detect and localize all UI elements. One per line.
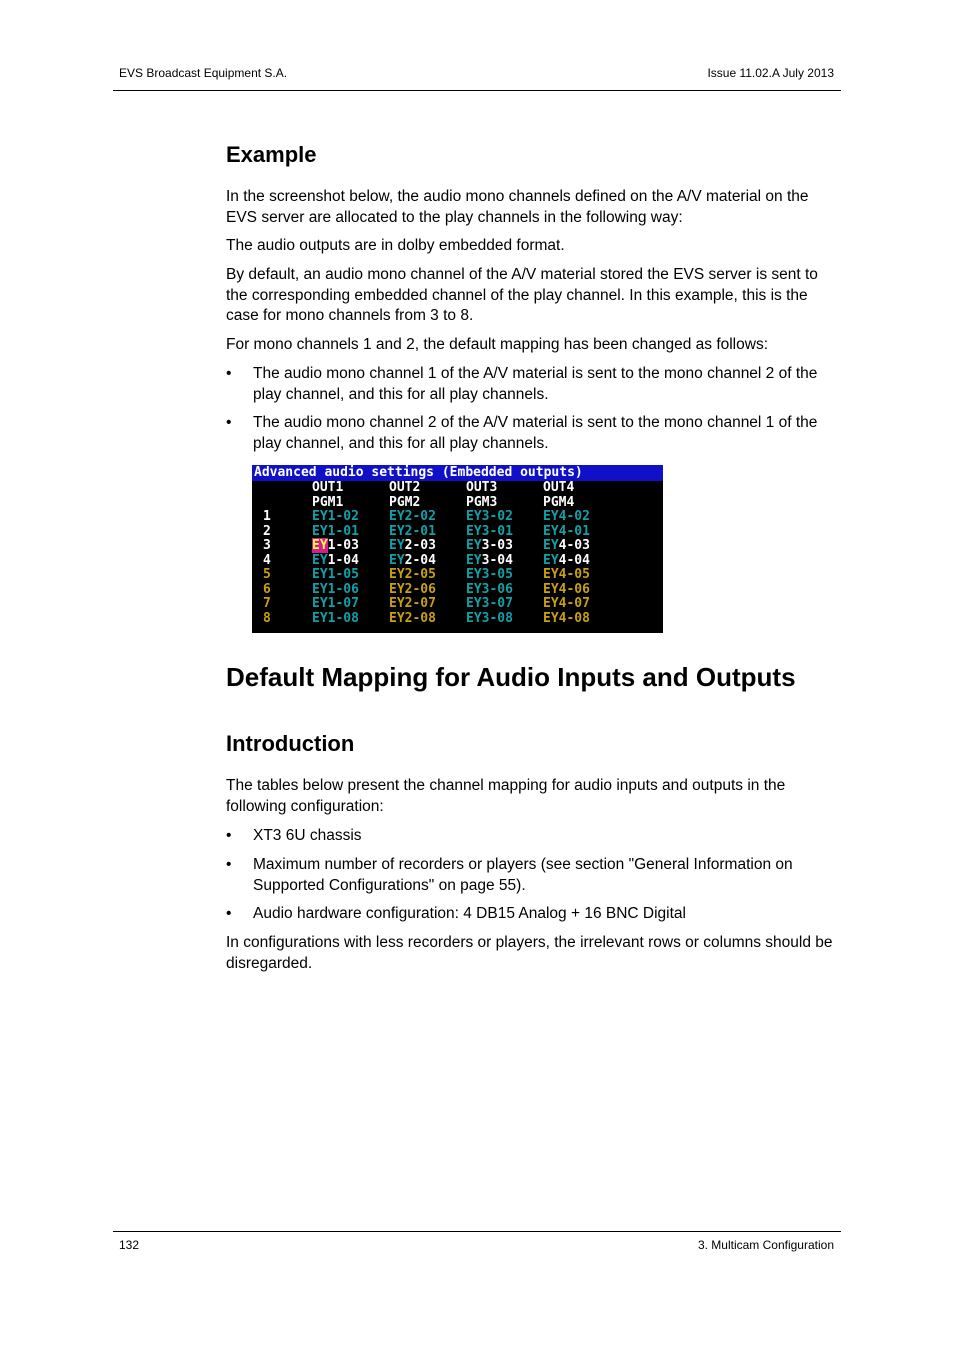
introduction-heading: Introduction <box>226 731 355 756</box>
header-divider <box>113 90 841 91</box>
introduction-paragraph-1: The tables below present the channel mapping for audio inputs and outputs in the following configuration: <box>226 777 786 815</box>
mapping-cell[interactable] <box>466 539 513 554</box>
example-bullet-1 <box>226 364 842 405</box>
mapping-cell[interactable]: EY4-08 <box>543 610 590 626</box>
channel-row <box>252 525 663 540</box>
mapping-cell[interactable]: EY2-01 <box>389 523 436 539</box>
cell-prefix: EY <box>466 552 482 568</box>
mapping-cell[interactable]: EY1-06 <box>312 581 359 597</box>
channel-row <box>252 554 663 569</box>
example-paragraph-1: In the screenshot below, the audio mono channels defined on the A/V material on the EVS server are allocated to the play channels in the following way: <box>226 188 809 226</box>
mapping-cell[interactable]: EY1-05 <box>312 567 359 582</box>
mapping-cell[interactable]: EY3-06 <box>466 581 513 597</box>
bullet-dot: • <box>226 414 232 431</box>
mapping-cell[interactable]: EY2-02 <box>389 509 436 524</box>
channel-number: 7 <box>263 596 271 611</box>
channel-row <box>252 597 663 612</box>
mapping-cell[interactable]: EY3-01 <box>466 523 513 539</box>
mapping-cell[interactable] <box>312 554 359 569</box>
footer-section: 3. Multicam Configuration <box>697 1238 834 1252</box>
channel-row <box>252 568 663 583</box>
channel-number: 4 <box>263 552 271 568</box>
example-bullet-2 <box>226 413 842 454</box>
bullet-text: Maximum number of recorders or players (see section "General Information on Supported Configurations" on page 55). <box>253 856 793 894</box>
example-paragraph-2: The audio outputs are in dolby embedded format. <box>226 237 565 254</box>
terminal-title: Advanced audio settings (Embedded outputs) <box>252 465 663 481</box>
mapping-cell[interactable]: EY2-06 <box>389 581 436 597</box>
footer-divider <box>113 1231 841 1232</box>
channel-number: 5 <box>263 567 271 582</box>
cell-suffix: 2-04 <box>404 552 436 568</box>
header-issue: Issue 11.02.A July 2013 <box>707 66 834 80</box>
intro-bullet-2 <box>226 855 842 896</box>
introduction-paragraph-2: In configurations with less recorders or players, the irrelevant rows or columns should be disregarded. <box>226 934 833 972</box>
channel-row <box>252 583 663 598</box>
channel-rows <box>252 510 663 626</box>
program-header-row <box>252 496 663 511</box>
cell-suffix: 4-04 <box>558 552 590 568</box>
mapping-cell[interactable] <box>389 539 436 554</box>
mapping-cell[interactable]: EY2-07 <box>389 596 436 611</box>
example-paragraph-4: For mono channels 1 and 2, the default mapping has been changed as follows: <box>226 336 769 353</box>
cell-suffix: 2-03 <box>404 538 436 553</box>
output-header-row <box>252 481 663 496</box>
cell-prefix: EY <box>543 552 559 568</box>
bullet-text: The audio mono channel 1 of the A/V material is sent to the mono channel 2 of the play channel, and this for all play channels. <box>253 365 818 403</box>
mapping-cell[interactable]: EY3-05 <box>466 567 513 582</box>
channel-row <box>252 539 663 554</box>
program-label: PGM1 <box>312 494 344 510</box>
channel-number: 6 <box>263 581 271 597</box>
mapping-cell[interactable]: EY2-08 <box>389 610 436 626</box>
mapping-cell[interactable]: EY3-08 <box>466 610 513 626</box>
bullet-dot: • <box>226 856 232 873</box>
bullet-dot: • <box>226 905 232 922</box>
channel-number: 8 <box>263 610 271 626</box>
program-label: PGM2 <box>389 494 421 510</box>
audio-settings-screenshot <box>252 465 663 633</box>
output-label: OUT4 <box>543 480 575 495</box>
cell-suffix: 1-04 <box>327 552 359 568</box>
mapping-cell[interactable]: EY2-05 <box>389 567 436 582</box>
program-label: PGM4 <box>543 494 575 510</box>
example-paragraph-3: By default, an audio mono channel of the A/V material stored the EVS server is sent to the corresponding embedded channel of the play channel. In this example, this is the case for mono channels from 3 to 8. <box>226 266 818 324</box>
mapping-cell[interactable]: EY1-01 <box>312 523 359 539</box>
mapping-cell[interactable]: EY3-07 <box>466 596 513 611</box>
mapping-cell[interactable]: EY4-02 <box>543 509 590 524</box>
mapping-cell[interactable] <box>543 539 590 554</box>
cell-prefix: EY <box>543 538 559 553</box>
bullet-dot: • <box>226 827 232 844</box>
mapping-cell[interactable]: EY4-01 <box>543 523 590 539</box>
channel-number: 2 <box>263 523 271 539</box>
mapping-cell[interactable] <box>543 554 590 569</box>
cell-prefix: EY <box>466 538 482 553</box>
cell-suffix: 3-03 <box>481 538 513 553</box>
mapping-cell[interactable] <box>312 539 359 554</box>
program-label: PGM3 <box>466 494 498 510</box>
mapping-cell[interactable]: EY4-05 <box>543 567 590 582</box>
mapping-cell[interactable]: EY1-02 <box>312 509 359 524</box>
channel-row <box>252 612 663 627</box>
intro-bullet-3 <box>226 904 842 925</box>
header-company: EVS Broadcast Equipment S.A. <box>119 66 288 80</box>
mapping-cell[interactable]: EY4-07 <box>543 596 590 611</box>
bullet-text: XT3 6U chassis <box>253 827 362 844</box>
bullet-text: Audio hardware configuration: 4 DB15 Analog + 16 BNC Digital <box>253 905 686 922</box>
cell-suffix: 1-03 <box>327 538 359 553</box>
cell-prefix: EY <box>389 552 405 568</box>
channel-number: 1 <box>263 509 271 524</box>
mapping-cell[interactable]: EY1-07 <box>312 596 359 611</box>
bullet-text: The audio mono channel 2 of the A/V material is sent to the mono channel 1 of the play channel, and this for all play channels. <box>253 414 818 452</box>
cell-suffix: 3-04 <box>481 552 513 568</box>
page-number: 132 <box>119 1238 140 1252</box>
mapping-cell[interactable] <box>389 554 436 569</box>
bullet-dot: • <box>226 365 232 382</box>
mapping-cell[interactable] <box>466 554 513 569</box>
channel-row <box>252 510 663 525</box>
cell-prefix: EY <box>312 552 328 568</box>
cell-prefix: EY <box>312 538 328 553</box>
mapping-cell[interactable]: EY4-06 <box>543 581 590 597</box>
example-heading: Example <box>226 142 317 167</box>
mapping-cell[interactable]: EY1-08 <box>312 610 359 626</box>
section-heading: Default Mapping for Audio Inputs and Outputs <box>226 662 796 692</box>
output-label: OUT1 <box>312 480 344 495</box>
cell-prefix: EY <box>389 538 405 553</box>
mapping-cell[interactable]: EY3-02 <box>466 509 513 524</box>
intro-bullet-1 <box>226 826 842 847</box>
output-label: OUT2 <box>389 480 421 495</box>
output-label: OUT3 <box>466 480 498 495</box>
channel-number: 3 <box>263 538 271 553</box>
cell-suffix: 4-03 <box>558 538 590 553</box>
